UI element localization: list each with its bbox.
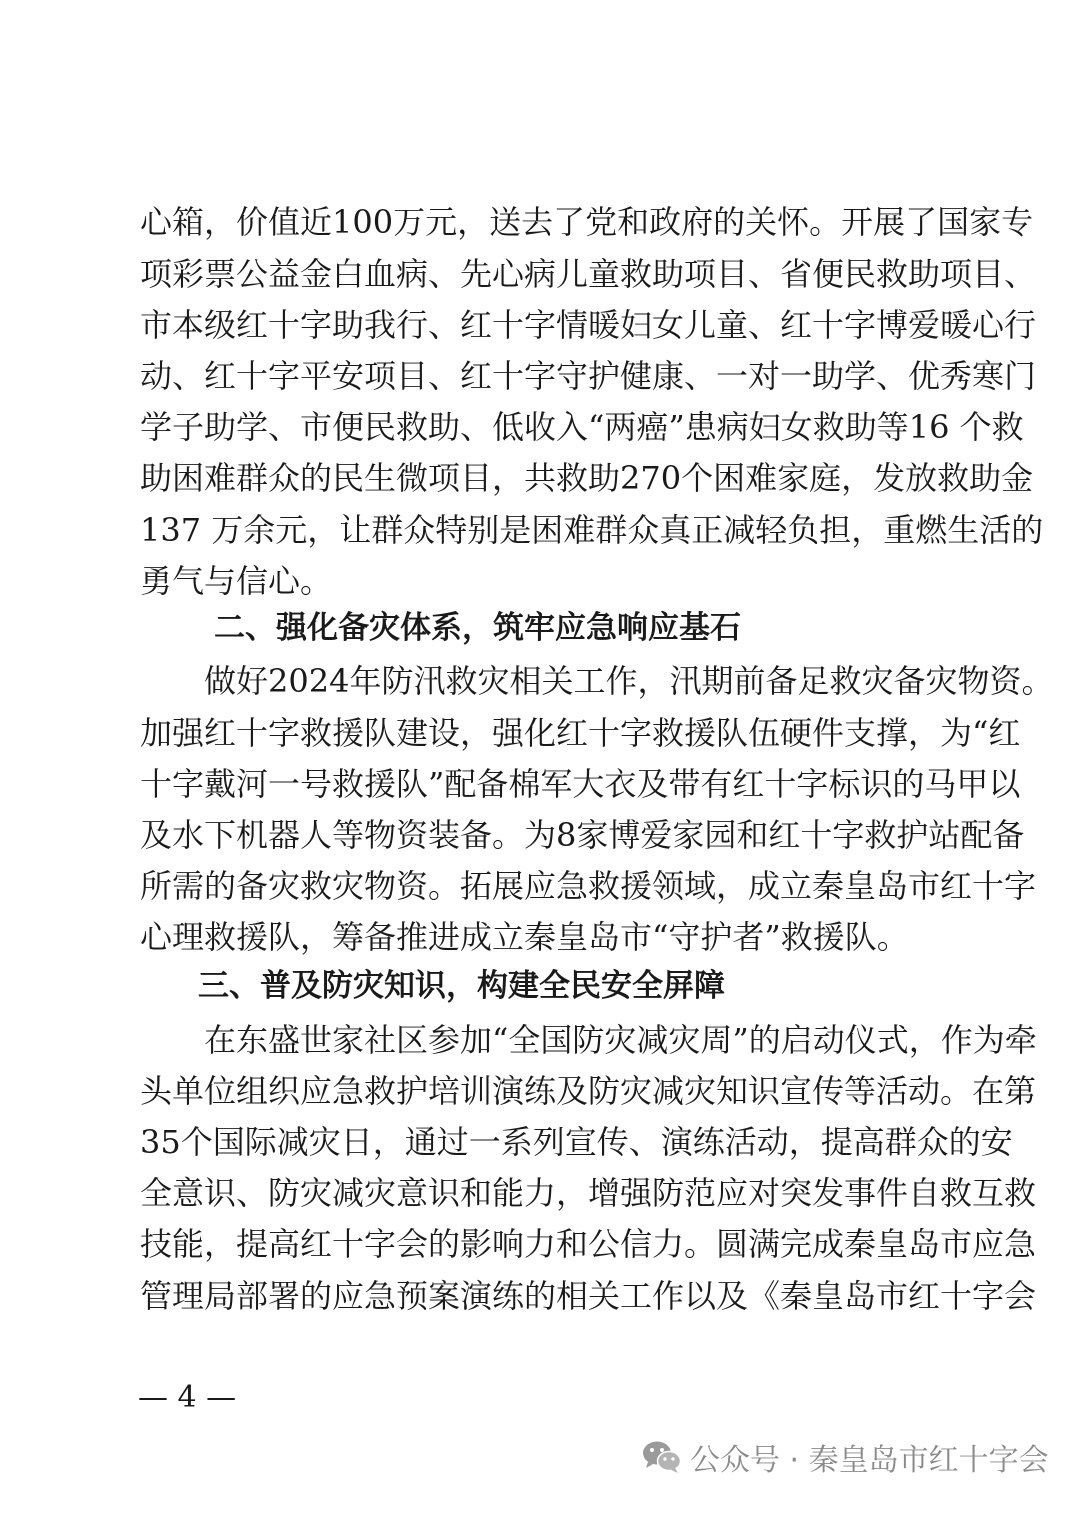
paragraph-line: 头单位组织应急救护培训演练及防灾减灾知识宣传等活动。在第 [140,1072,1037,1110]
paragraph-line: 137 万余元，让群众特别是困难群众真正减轻负担，重燃生活的 [140,511,1044,549]
paragraph-line: 心箱，价值近100万元，送去了党和政府的关怀。开展了国家专 [140,203,1034,241]
paragraph-line: 所需的备灾救灾物资。拓展应急救援领域，成立秦皇岛市红十字 [140,867,1037,905]
section-heading: 三、普及防灾知识，构建全民安全屏障 [198,968,725,1004]
paragraph-line: 做好2024年防汛救灾相关工作，汛期前备足救灾备灾物资。 [204,662,1054,700]
section-heading: 二、强化备灾体系，筑牢应急响应基石 [214,610,741,646]
paragraph-line: 35个国际减灾日，通过一系列宣传、演练活动，提高群众的安 [140,1123,1013,1161]
paragraph-line: 市本级红十字助我行、红十字情暖妇女儿童、红十字博爱暖心行 [140,306,1037,344]
wechat-icon [642,1440,682,1474]
paragraph-line: 在东盛世家社区参加“全国防灾减灾周”的启动仪式，作为牵 [204,1021,1037,1059]
page-number: — 4 — [138,1380,237,1415]
paragraph-line: 助困难群众的民生微项目，共救助270个困难家庭，发放救助金 [140,459,1034,497]
paragraph-line: 心理救援队，筹备推进成立秦皇岛市“守护者”救援队。 [140,918,909,956]
paragraph-line: 十字戴河一号救援队”配备棉军大衣及带有红十字标识的马甲以 [140,765,1021,803]
paragraph-line: 技能，提高红十字会的影响力和公信力。圆满完成秦皇岛市应急 [140,1225,1037,1263]
wechat-watermark [642,1434,1049,1480]
paragraph-line: 项彩票公益金白血病、先心病儿童救助项目、省便民救助项目、 [140,255,1037,293]
paragraph-line: 勇气与信心。 [140,562,333,600]
paragraph-line: 动、红十字平安项目、红十字守护健康、一对一助学、优秀寒门 [140,357,1037,395]
paragraph-line: 加强红十字救援队建设，强化红十字救援队伍硬件支撑，为“红 [140,714,1021,752]
paragraph-line: 及水下机器人等物资装备。为8家博爱家园和红十字救护站配备 [140,816,1025,854]
watermark-text: 公众号 · 秦皇岛市红十字会 [690,1443,1049,1478]
paragraph-line: 管理局部署的应急预案演练的相关工作以及《秦皇岛市红十字会 [140,1277,1037,1315]
paragraph-line: 学子助学、市便民救助、低收入“两癌”患病妇女救助等16 个救 [140,408,1024,446]
paragraph-line: 全意识、防灾减灾意识和能力，增强防范应对突发事件自救互救 [140,1174,1037,1212]
